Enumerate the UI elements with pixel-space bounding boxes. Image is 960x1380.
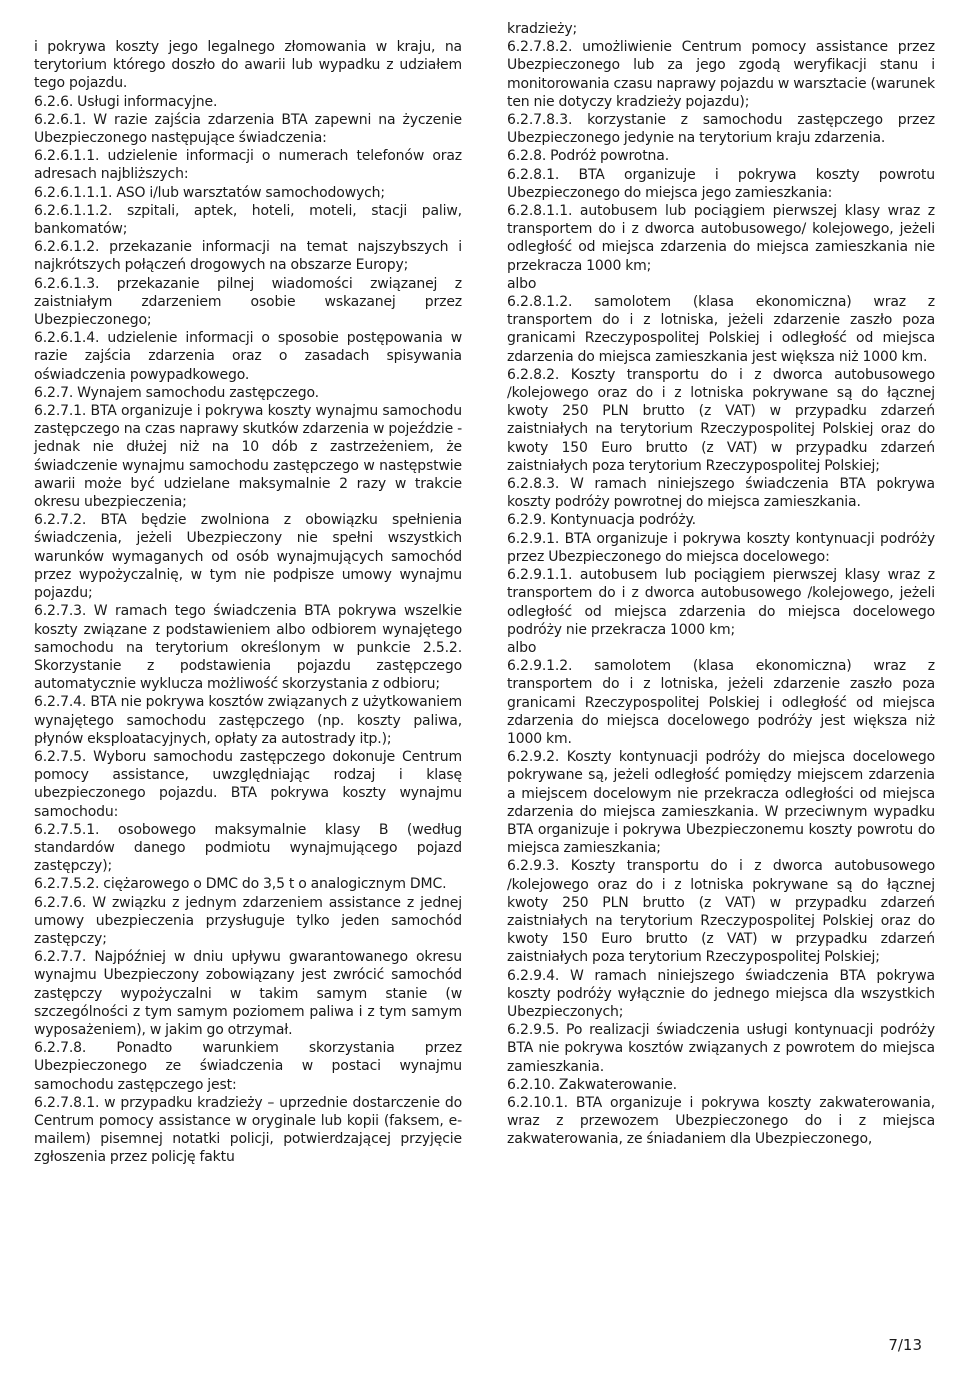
paragraph: 6.2.8.3. W ramach niniejszego świadczenia BTA pokrywa koszty podróży powrotnej do miejsca zamieszkania. <box>507 476 935 511</box>
paragraph: 6.2.7.8.1. w przypadku kradzieży – uprzednie dostarczenie do Centrum pomocy assistance w oryginale lub kopii (faksem, e-mailem) pisemnej notatki policji, potwierdzającej przyjęcie zgłoszenia przez policję faktu <box>34 1094 462 1166</box>
paragraph: 6.2.10.1. BTA organizuje i pokrywa koszty zakwaterowania, wraz z przewozem Ubezpieczonego do i z miejsca zakwaterowania, ze śniadaniem dla Ubezpieczonego, <box>507 1094 935 1148</box>
right-column <box>507 20 935 1149</box>
paragraph: 6.2.9. Kontynuacja podróży. <box>507 512 696 529</box>
paragraph: 6.2.9.4. W ramach niniejszego świadczenia BTA pokrywa koszty podróży wyłącznie do jednego miejsca dla wszystkich Ubezpieczonych; <box>507 967 935 1020</box>
paragraph: 6.2.7.5. Wyboru samochodu zastępczego dokonuje Centrum pomocy assistance, uwzględniając rodzaj i klasę ubezpieczonego pojazdu. BTA pokrywa koszty wynajmu samochodu: <box>34 748 462 820</box>
paragraph: 6.2.6.1.4. udzielenie informacji o sposobie postępowania w razie zajścia zdarzenia oraz o zasadach spisywania oświadczenia powypadkowego. <box>34 330 462 383</box>
paragraph: albo <box>507 275 537 292</box>
paragraph: 6.2.9.1.2. samolotem (klasa ekonomiczna) wraz z transportem do i z lotniska, jeżeli zdarzenie zaszło poza granicami Rzeczypospolitej Polskiej i odległość od miejsca zdarzenia do miejsca docelowego podróży jest większa niż 1000 km. <box>507 658 935 747</box>
left-column <box>34 38 462 1167</box>
paragraph: 6.2.6. Usługi informacyjne. <box>34 93 218 110</box>
paragraph: 6.2.6.1.2. przekazanie informacji na temat najszybszych i najkrótszych połączeń drogowych na obszarze Europy; <box>34 239 462 274</box>
paragraph: 6.2.6.1.1.2. szpitali, aptek, hoteli, moteli, stacji paliw, bankomatów; <box>34 202 462 238</box>
paragraph: 6.2.8. Podróż powrotna. <box>507 148 669 165</box>
paragraph: 6.2.8.1.2. samolotem (klasa ekonomiczna) wraz z transportem do i z lotniska, jeżeli zdarzenie zaszło poza granicami Rzeczypospolitej Polskiej i odległość od miejsca zdarzenia do miejsca zamieszkania jest większa niż 1000 km. <box>507 294 935 365</box>
paragraph: 6.2.7.7. Najpóźniej w dniu upływu gwarantowanego okresu wynajmu Ubezpieczony zobowiązany jest zwrócić samochód zastępczy wypożyczalni w takim samym stanie (w szczególności z tym samym poziomem paliwa i z tym samym wyposażeniem), w jakim go otrzymał. <box>34 949 462 1038</box>
paragraph: 6.2.7.8. Ponadto warunkiem skorzystania przez Ubezpieczonego ze świadczenia w postaci wynajmu samochodu zastępczego jest: <box>34 1040 462 1093</box>
paragraph: 6.2.9.1.1. autobusem lub pociągiem pierwszej klasy wraz z transportem do i z dworca autobusowego /kolejowego, jeżeli odległość od miejsca zdarzenia do miejsca docelowego podróży nie przekracza 1000 km; <box>507 567 935 638</box>
paragraph: 6.2.9.3. Koszty transportu do i z dworca autobusowego /kolejowego oraz do i z lotniska pokrywane są do łącznej kwoty 250 PLN brutto (z VAT) w przypadku zdarzeń zaistniałych na terytorium Rzeczypospolitej Polskiej oraz do kwoty 150 Euro brutto (z VAT) w przypadku zdarzeń zaistniałych poza terytorium Rzeczypospolitej Polskiej; <box>507 858 935 966</box>
paragraph: 6.2.6.1.1. udzielenie informacji o numerach telefonów oraz adresach najbliższych: <box>34 148 462 183</box>
paragraph: 6.2.8.1. BTA organizuje i pokrywa koszty powrotu Ubezpieczonego do miejsca jego zamieszkania: <box>507 166 935 201</box>
paragraph: 6.2.6.1.3. przekazanie pilnej wiadomości związanej z zaistniałym zdarzeniem osobie wskazanej przez Ubezpieczonego; <box>34 275 462 329</box>
paragraph: kradzieży; <box>507 21 578 37</box>
paragraph: 6.2.7.2. BTA będzie zwolniona z obowiązku spełnienia świadczenia, jeżeli Ubezpieczony nie spełni wszystkich warunków wymaganych od osób wynajmujących samochód przez wypożyczalnię, w tym nie podpisze umowy wynajmu pojazdu; <box>34 512 462 602</box>
page-number: 7/13 <box>888 1336 922 1354</box>
paragraph: 6.2.7. Wynajem samochodu zastępczego. <box>34 384 319 401</box>
paragraph: 6.2.6.1. W razie zajścia zdarzenia BTA zapewni na życzenie Ubezpieczonego następujące świadczenia: <box>34 111 462 147</box>
paragraph: 6.2.7.8.2. umożliwienie Centrum pomocy assistance przez Ubezpieczonego lub za jego zgodą weryfikacji stanu i monitorowania czasu naprawy pojazdu w warsztacie (warunek ten nie dotyczy kradzieży pojazdu); <box>507 39 935 110</box>
paragraph: 6.2.7.1. BTA organizuje i pokrywa koszty wynajmu samochodu zastępczego na czas naprawy skutków zdarzenia w pojeździe - jednak nie dłużej niż na 10 dób z zastrzeżeniem, że świadczenie wynajmu samochodu zastępczego w następstwie awarii może być udzielane maksymalnie 2 razy w trakcie okresu ubezpieczenia; <box>34 403 462 511</box>
paragraph: 6.2.9.5. Po realizacji świadczenia usługi kontynuacji podróży BTA nie pokrywa kosztów związanych z powrotem do miejsca zamieszkania. <box>507 1022 935 1075</box>
paragraph: 6.2.8.2. Koszty transportu do i z dworca autobusowego /kolejowego oraz do i z lotniska pokrywane są do łącznej kwoty 250 PLN brutto (z VAT) w przypadku zdarzeń zaistniałych na terytorium Rzeczypospolitej Polskiej oraz do kwoty 150 Euro brutto (z VAT) w przypadku zdarzeń zaistniałych poza terytorium Rzeczypospolitej Polskiej; <box>507 366 935 474</box>
paragraph: 6.2.7.3. W ramach tego świadczenia BTA pokrywa wszelkie koszty związane z podstawieniem albo odbiorem wynajętego samochodu na terytorium określonym w punkcie 2.5.2. Skorzystanie z podstawienia pojazdu zastępczego automatycznie wyklucza możliwość skorzystania z odbioru; <box>34 603 462 693</box>
paragraph: 6.2.7.6. W związku z jednym zdarzeniem assistance z jednej umowy ubezpieczenia przysługuje tylko jeden samochód zastępczy; <box>34 894 462 947</box>
paragraph: albo <box>507 639 537 656</box>
paragraph: 6.2.7.4. BTA nie pokrywa kosztów związanych z użytkowaniem wynajętego samochodu zastępczego (np. koszty paliwa, płynów eksploatacyjnych, opłaty za autostrady itp.); <box>34 694 462 747</box>
paragraph: 6.2.6.1.1.1. ASO i/lub warsztatów samochodowych; <box>34 184 385 201</box>
paragraph: i pokrywa koszty jego legalnego złomowania w kraju, na terytorium którego doszło do awarii lub wypadku z udziałem tego pojazdu. <box>34 39 462 92</box>
paragraph: 6.2.9.2. Koszty kontynuacji podróży do miejsca docelowego pokrywane są, jeżeli odległość pomiędzy miejscem zdarzenia a miejscem docelowym nie przekracza odległości od miejsca zdarzenia do miejsca zamieszkania. W przeciwnym wypadku BTA organizuje i pokrywa Ubezpieczonemu koszty powrotu do miejsca zamieszkania; <box>507 749 935 857</box>
paragraph: 6.2.7.5.1. osobowego maksymalnie klasy B (według standardów danego podmiotu wynajmującego pojazd zastępczy); <box>34 821 462 875</box>
paragraph: 6.2.7.8.3. korzystanie z samochodu zastępczego przez Ubezpieczonego jedynie na terytorium kraju zdarzenia. <box>507 112 935 147</box>
paragraph: 6.2.7.5.2. ciężarowego o DMC do 3,5 t o analogicznym DMC. <box>34 876 447 893</box>
paragraph: 6.2.9.1. BTA organizuje i pokrywa koszty kontynuacji podróży przez Ubezpieczonego do miejsca docelowego: <box>507 530 935 565</box>
paragraph: 6.2.8.1.1. autobusem lub pociągiem pierwszej klasy wraz z transportem do i z dworca autobusowego/ kolejowego, jeżeli odległość od miejsca zdarzenia do miejsca zamieszkania nie przekracza 1000 km; <box>507 203 935 274</box>
paragraph: 6.2.10. Zakwaterowanie. <box>507 1076 677 1093</box>
